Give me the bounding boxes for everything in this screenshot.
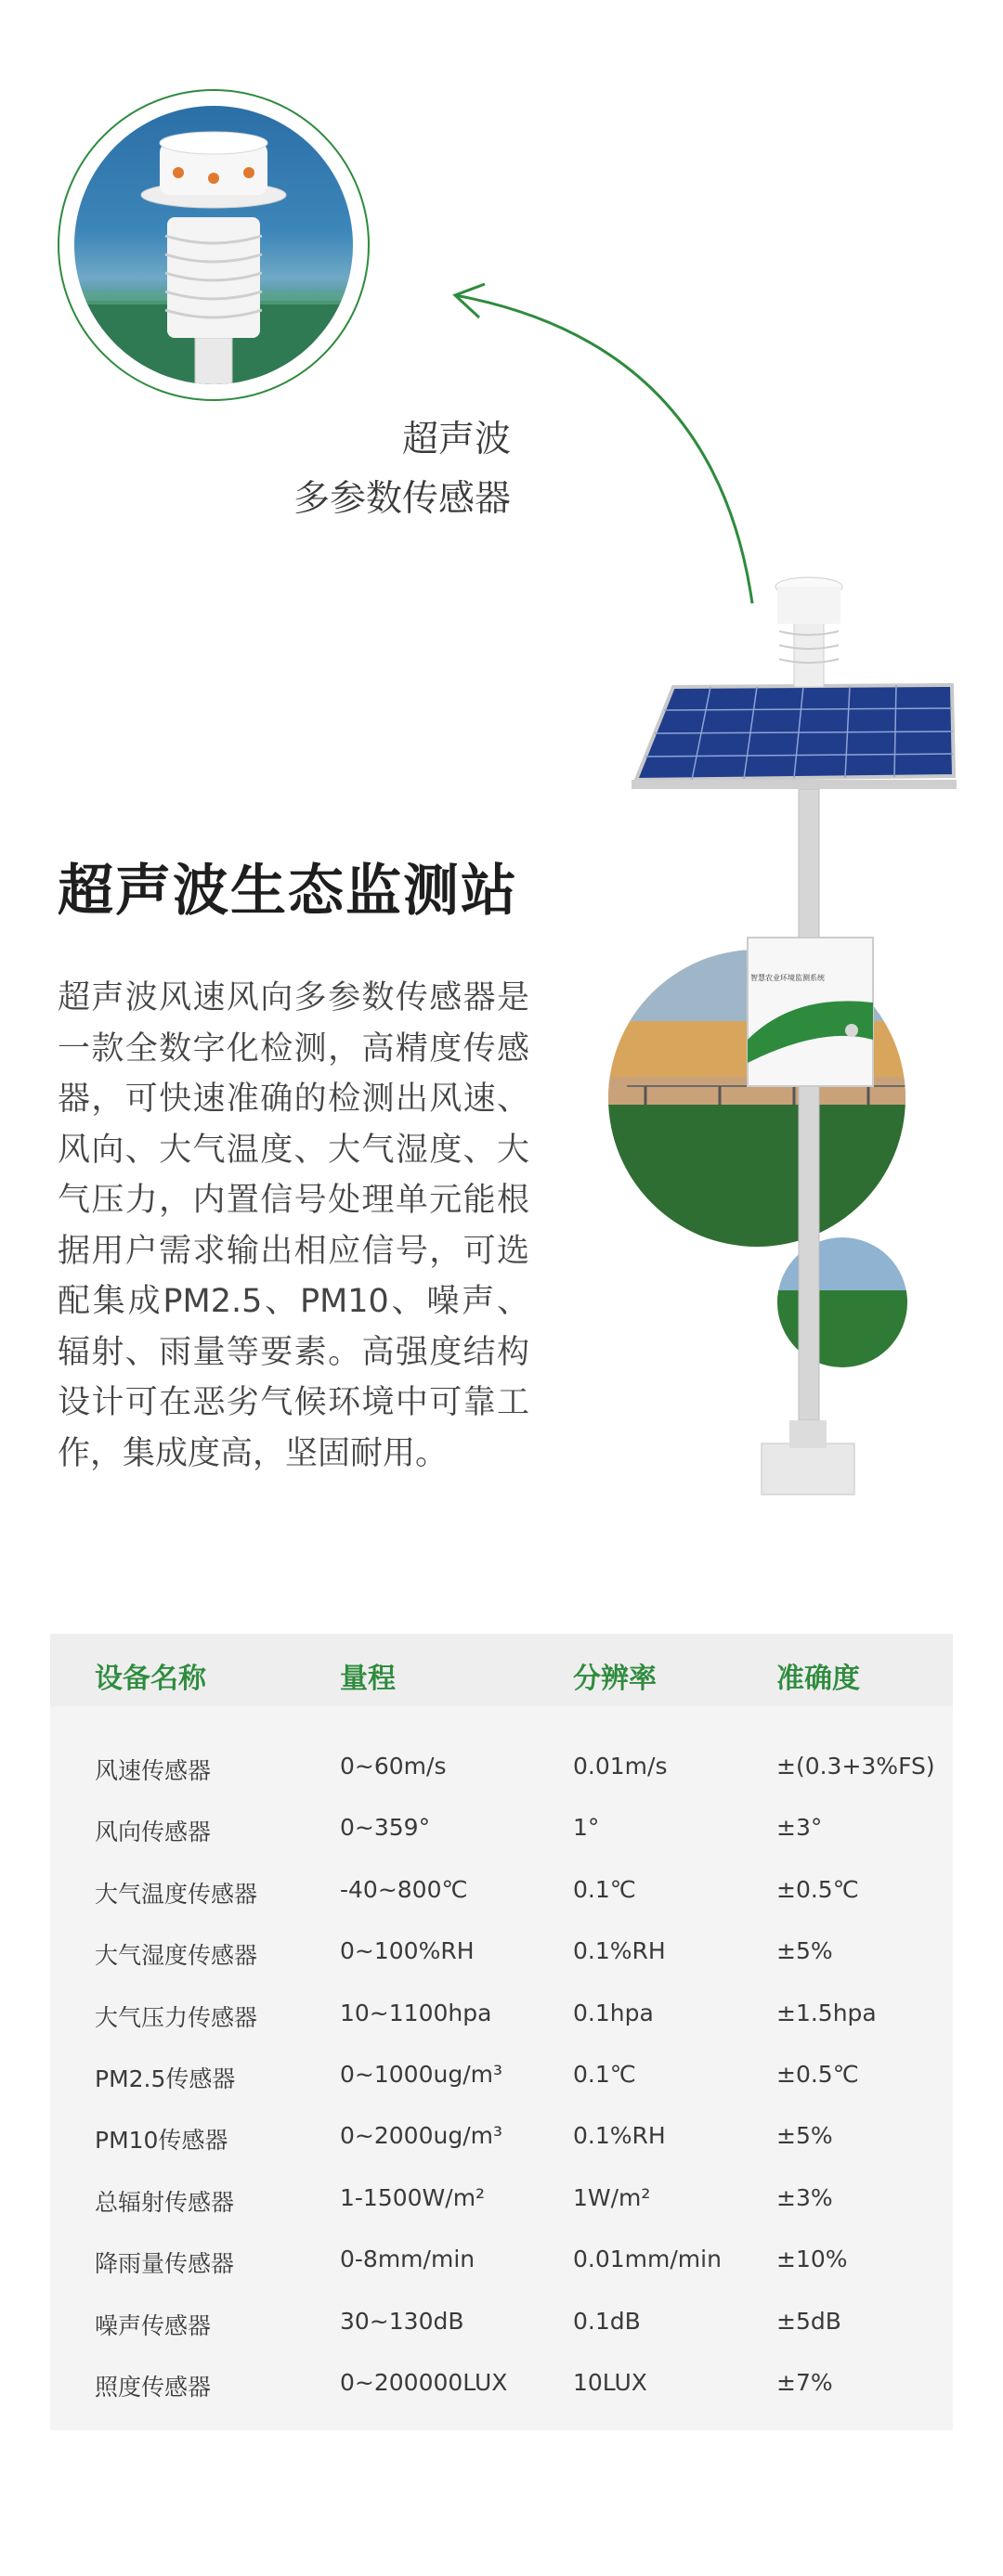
device-name-cell: 风速传感器	[95, 1757, 212, 1784]
page-title: 超声波生态监测站	[58, 859, 518, 924]
sensor-caption-line-1: 超声波	[401, 419, 511, 460]
product-description: 超声波风速风向多参数传感器是一款全数字化检测，高精度传感器，可快速准确的检测出风速、风向、大气温度、大气湿度、大气压力，内置信号处理单元能根据用户需求输出相应信号，可选配集成PM2.5、PM10、噪声、辐射、雨量等要素。高强度结构设计可在恶劣气候环境中可靠工作，集成度高，坚固耐用。	[58, 979, 529, 1472]
accuracy-cell: ±3%	[776, 2184, 833, 2211]
resolution-cell: 1W/m²	[573, 2184, 651, 2211]
range-cell: 0~100%RH	[340, 1937, 475, 1964]
range-cell: 10~1100hpa	[340, 2000, 492, 2026]
control-box-label: 智慧农业环境监测系统	[750, 974, 825, 982]
device-name-cell: 总辐射传感器	[95, 2189, 235, 2216]
resolution-cell: 0.1℃	[573, 1876, 636, 1903]
accuracy-cell: ±5dB	[776, 2308, 841, 2335]
accuracy-cell: ±7%	[776, 2369, 833, 2396]
range-cell: 0~2000ug/m³	[340, 2122, 502, 2149]
ultrasonic-sensor-icon	[74, 106, 353, 384]
resolution-cell: 0.01mm/min	[573, 2246, 722, 2272]
monitoring-station-illustration	[608, 557, 998, 1504]
device-name-cell: 风向传感器	[95, 1819, 212, 1845]
range-cell: 0~359°	[340, 1814, 431, 1841]
resolution-cell: 0.1%RH	[573, 1937, 666, 1964]
range-cell: 0~1000ug/m³	[340, 2061, 502, 2088]
range-cell: 0~200000LUX	[340, 2369, 508, 2396]
resolution-cell: 10LUX	[573, 2369, 647, 2396]
resolution-cell: 0.1dB	[573, 2308, 641, 2335]
sensor-caption-line-2: 多参数传感器	[293, 478, 511, 520]
device-name-cell: 大气湿度传感器	[95, 1942, 258, 1969]
device-name-cell: 大气压力传感器	[95, 2004, 258, 2031]
sensor-closeup-circle	[58, 89, 370, 401]
device-name-cell: 噪声传感器	[95, 2312, 212, 2339]
accuracy-cell: ±1.5hpa	[776, 2000, 877, 2026]
resolution-cell: 0.1℃	[573, 2061, 636, 2088]
accuracy-cell: ±0.5℃	[776, 2061, 859, 2088]
range-cell: 1-1500W/m²	[340, 2184, 486, 2211]
device-name-cell: PM2.5传感器	[95, 2065, 236, 2092]
range-cell: 30~130dB	[340, 2308, 464, 2335]
device-name-cell: PM10传感器	[95, 2127, 228, 2154]
device-name-cell: 照度传感器	[95, 2374, 212, 2401]
accuracy-cell: ±0.5℃	[776, 1876, 859, 1903]
header-accuracy: 准确度	[776, 1663, 860, 1695]
resolution-cell: 1°	[573, 1814, 600, 1841]
accuracy-cell: ±3°	[776, 1814, 823, 1841]
header-range: 量程	[340, 1663, 396, 1695]
sensor-closeup-image	[74, 106, 353, 384]
resolution-cell: 0.01m/s	[573, 1753, 668, 1780]
range-cell: 0-8mm/min	[340, 2246, 475, 2272]
accuracy-cell: ±5%	[776, 2122, 833, 2149]
header-device-name: 设备名称	[95, 1663, 206, 1695]
accuracy-cell: ±(0.3+3%FS)	[776, 1753, 935, 1780]
device-name-cell: 大气温度传感器	[95, 1881, 258, 1908]
header-resolution: 分辨率	[573, 1663, 657, 1695]
resolution-cell: 0.1%RH	[573, 2122, 666, 2149]
accuracy-cell: ±5%	[776, 1937, 833, 1964]
resolution-cell: 0.1hpa	[573, 2000, 654, 2026]
range-cell: -40~800℃	[340, 1876, 468, 1903]
accuracy-cell: ±10%	[776, 2246, 848, 2272]
range-cell: 0~60m/s	[340, 1753, 447, 1780]
device-name-cell: 降雨量传感器	[95, 2250, 235, 2277]
